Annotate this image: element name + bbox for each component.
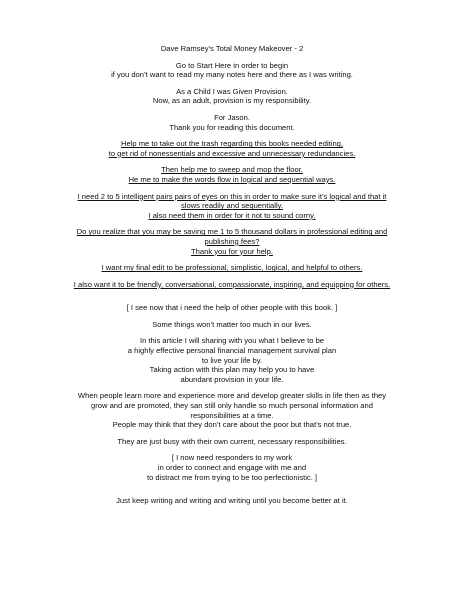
paragraph xyxy=(40,192,424,221)
paragraph xyxy=(40,87,424,106)
paragraph-line: In this article I will sharing with you what I believe to be xyxy=(139,336,325,346)
paragraph-line: [ I see now that i need the help of other people with this book. ] xyxy=(126,303,338,313)
document-title-block xyxy=(40,44,424,54)
paragraph-line: Then help me to sweep and mop the floor. xyxy=(161,165,303,175)
paragraph-line: a highly effective personal financial management survival plan xyxy=(127,346,337,356)
paragraph xyxy=(40,139,424,158)
paragraph-line: in order to connect and engage with me and xyxy=(157,463,307,472)
paragraph-line: He me to make the words flow in logical and sequential ways. xyxy=(128,174,336,184)
paragraph xyxy=(40,263,424,273)
paragraph xyxy=(40,280,424,290)
paragraph xyxy=(40,61,424,80)
paragraph-line: Thank you for reading this document. xyxy=(169,122,295,132)
paragraph xyxy=(40,303,424,313)
paragraph-line: When people learn more and experience more and develop greater skills in life then as they xyxy=(77,391,387,401)
paragraph-line: Thank you for your help. xyxy=(191,246,273,256)
paragraph-line: Go to Start Here in order to begin xyxy=(175,60,289,70)
paragraph-line: They are just busy with their own current, necessary responsibilities. xyxy=(117,436,347,446)
paragraph xyxy=(40,165,424,184)
paragraph xyxy=(40,437,424,447)
paragraph-line: Just keep writing and writing and writing until you become better at it. xyxy=(116,496,348,506)
paragraph xyxy=(40,453,424,482)
paragraph-line: As a Child I was Given Provision. xyxy=(176,86,288,96)
paragraph-line: [ I now need responders to my work xyxy=(171,453,293,463)
paragraph-line: I need 2 to 5 intelligent pairs pairs of eyes on this in order to make sure it’s logical and that it xyxy=(77,191,387,201)
paragraph-line: Help me to take out the trash regarding this books needed editing, xyxy=(120,139,344,149)
paragraph-line: Taking action with this plan may help you to have xyxy=(149,365,315,375)
paragraph-line: Some things won’t matter too much in our lives. xyxy=(152,319,312,329)
paragraph xyxy=(40,496,424,506)
paragraph-line: if you don’t want to read my many notes here and there as I was writing. xyxy=(111,70,353,80)
paragraph-line: publishing fees? xyxy=(204,236,260,246)
paragraph xyxy=(40,391,424,429)
paragraph-line: to live your life by. xyxy=(201,355,263,365)
paragraph xyxy=(40,113,424,132)
paragraph xyxy=(40,227,424,256)
paragraph-line: I also want it to be friendly, conversational, compassionate, inspiring, and equipping for others. xyxy=(73,279,391,289)
document-title: Dave Ramsey’s Total Money Makeover - 2 xyxy=(160,44,304,53)
paragraph-line: People may think that they don’t care about the poor but that’s not true. xyxy=(112,420,352,430)
paragraph xyxy=(40,336,424,384)
paragraph-line: to get rid of nonessentials and excessive and unnecessary redundancies. xyxy=(108,148,356,158)
paragraph-line: grow and are promoted, they san still only handle so much personal information and xyxy=(91,401,373,411)
document-body xyxy=(40,61,424,506)
paragraph-line: slows readily and sequentially. xyxy=(180,201,283,211)
paragraph-line: Do you realize that you may be saving me 1 to 5 thousand dollars in professional editing and xyxy=(76,227,388,237)
paragraph-line: I want my final edit to be professional, simplistic, logical, and helpful to others. xyxy=(101,263,363,273)
paragraph-line: I also need them in order for it not to sound corny. xyxy=(148,210,316,220)
paragraph-line: Now, as an adult, provision is my responsibility. xyxy=(152,96,312,106)
paragraph-line: responsibilities at a time. xyxy=(190,410,274,420)
paragraph-line: For Jason. xyxy=(214,112,250,122)
paragraph-line: to distract me from trying to be too perfectionistic. ] xyxy=(146,472,318,482)
paragraph xyxy=(40,320,424,330)
paragraph-line: abundant provision in your life. xyxy=(180,374,284,384)
